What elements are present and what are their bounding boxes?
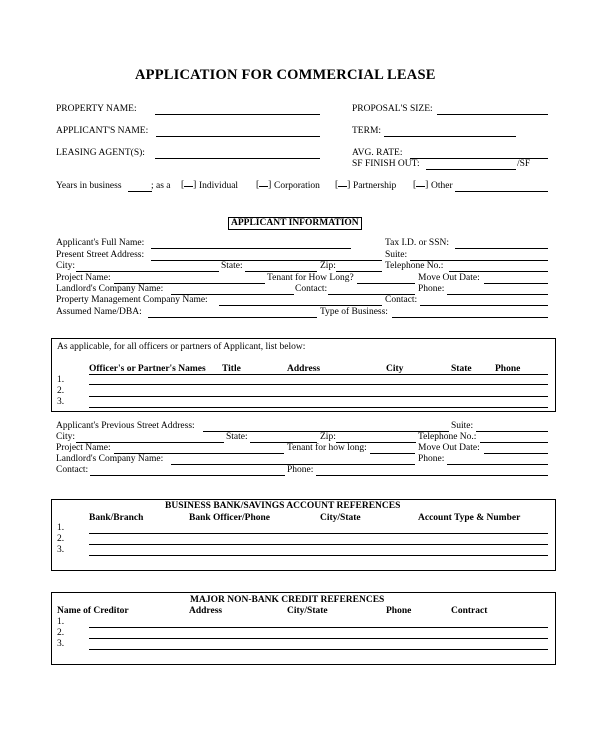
prev-phone-label: Phone: [418, 454, 445, 464]
as-a-label: ; as a [151, 181, 171, 191]
bank-row-1-field[interactable] [89, 533, 548, 534]
officers-row-1-field[interactable] [89, 384, 548, 385]
move-out-field[interactable] [484, 283, 548, 284]
contact2-field[interactable] [420, 305, 548, 306]
contact2-label: Contact: [385, 295, 418, 305]
leasing-agent-label: LEASING AGENT(S): [56, 148, 145, 158]
sf-finish-out-label: SF FINISH OUT: [352, 159, 420, 169]
individual-label: Individual [199, 181, 239, 191]
officers-row-3-field[interactable] [89, 407, 548, 408]
officers-col-phone: Phone [495, 364, 521, 374]
state-field[interactable] [245, 271, 317, 272]
avg-rate-label: AVG. RATE: [352, 148, 403, 158]
type-of-business-label: Type of Business: [320, 307, 388, 317]
credit-row-3-number: 3. [57, 639, 65, 649]
credit-row-1-number: 1. [57, 617, 65, 627]
credit-row-3-field[interactable] [89, 649, 548, 650]
bank-row-3-field[interactable] [89, 555, 548, 556]
sf-finish-out-field[interactable] [426, 169, 516, 170]
prev-contact-field[interactable] [90, 475, 285, 476]
other-field[interactable] [455, 191, 548, 192]
other-checkbox[interactable]: [ ] [413, 180, 429, 190]
individual-checkbox[interactable]: [ ] [181, 180, 197, 190]
type-of-business-field[interactable] [392, 317, 548, 318]
prev-contact-label: Contact: [56, 465, 89, 475]
term-label: TERM: [352, 126, 382, 136]
prev-suite-label: Suite: [451, 421, 474, 431]
prev-telephone-field[interactable] [480, 442, 548, 443]
bank-row-1-number: 1. [57, 523, 65, 533]
bank-col-officer: Bank Officer/Phone [189, 513, 271, 523]
prev-state-label: State: [226, 432, 248, 442]
prev-address-label: Applicant's Previous Street Address: [56, 421, 195, 431]
prev-tenant-how-long-label: Tenant for how long: [287, 443, 367, 453]
pm-company-field[interactable] [219, 305, 382, 306]
phone-label: Phone: [418, 284, 445, 294]
prev-phone2-field[interactable] [316, 475, 548, 476]
officers-col-address: Address [287, 364, 321, 374]
officers-intro: As applicable, for all officers or partners of Applicant, list below: [57, 342, 306, 352]
credit-col-contract: Contract [451, 606, 488, 616]
property-name-label: PROPERTY NAME: [56, 104, 137, 114]
tenant-how-long-field[interactable] [357, 283, 415, 284]
leasing-agent-field[interactable] [155, 158, 320, 159]
credit-col-citystate: City/State [287, 606, 328, 616]
credit-col-name: Name of Creditor [57, 606, 129, 616]
bank-col-branch: Bank/Branch [89, 513, 144, 523]
zip-field[interactable] [336, 271, 382, 272]
property-name-field[interactable] [155, 114, 320, 115]
officers-col-title: Title [222, 364, 241, 374]
officers-row-3-number: 3. [57, 397, 65, 407]
city-field[interactable] [76, 271, 219, 272]
project-name-label: Project Name: [56, 273, 111, 283]
officers-row-1-number: 1. [57, 375, 65, 385]
tax-id-label: Tax I.D. or SSN: [385, 238, 449, 248]
bank-col-citystate: City/State [320, 513, 361, 523]
officers-col-city: City [386, 364, 404, 374]
city-label: City: [56, 261, 76, 271]
bank-col-account: Account Type & Number [418, 513, 521, 523]
officers-row-2-number: 2. [57, 386, 65, 396]
bank-heading: BUSINESS BANK/SAVINGS ACCOUNT REFERENCES [165, 501, 401, 511]
telephone-label: Telephone No.: [385, 261, 444, 271]
years-in-business-label: Years in business [56, 181, 122, 191]
officers-col-state: State [451, 364, 472, 374]
credit-row-1-field[interactable] [89, 627, 548, 628]
partnership-checkbox[interactable]: [ ] [335, 180, 351, 190]
prev-landlord-company-label: Landlord's Company Name: [56, 454, 164, 464]
term-field[interactable] [384, 136, 516, 137]
contact-label: Contact: [295, 284, 328, 294]
prev-city-label: City: [56, 432, 76, 442]
years-in-business-field[interactable] [128, 191, 152, 192]
credit-row-2-field[interactable] [89, 638, 548, 639]
prev-tenant-how-long-field[interactable] [370, 453, 415, 454]
phone-field[interactable] [447, 294, 548, 295]
applicants-name-label: APPLICANT'S NAME: [56, 126, 149, 136]
present-address-label: Present Street Address: [56, 250, 145, 260]
landlord-company-label: Landlord's Company Name: [56, 284, 164, 294]
officers-row-2-field[interactable] [89, 396, 548, 397]
assumed-name-label: Assumed Name/DBA: [56, 307, 142, 317]
assumed-name-field[interactable] [148, 317, 317, 318]
tenant-how-long-label: Tenant for How Long? [267, 273, 354, 283]
credit-col-phone: Phone [386, 606, 412, 616]
prev-suite-field[interactable] [476, 431, 548, 432]
corporation-label: Corporation [274, 181, 320, 191]
prev-zip-label: Zip: [320, 432, 336, 442]
suite-label: Suite: [385, 250, 408, 260]
prev-phone-field[interactable] [447, 464, 548, 465]
applicant-info-heading: APPLICANT INFORMATION [228, 217, 362, 230]
prev-move-out-label: Move Out Date: [418, 443, 480, 453]
officers-col-name: Officer's or Partner's Names [89, 364, 206, 374]
proposals-size-label: PROPOSAL'S SIZE: [352, 104, 433, 114]
proposals-size-field[interactable] [437, 114, 548, 115]
credit-heading: MAJOR NON-BANK CREDIT REFERENCES [190, 595, 385, 605]
state-label: State: [221, 261, 243, 271]
tax-id-field[interactable] [455, 248, 548, 249]
credit-col-address: Address [189, 606, 223, 616]
corporation-checkbox[interactable]: [ ] [256, 180, 272, 190]
bank-row-2-number: 2. [57, 534, 65, 544]
bank-row-2-field[interactable] [89, 544, 548, 545]
full-name-field[interactable] [151, 248, 351, 249]
pm-company-label: Property Management Company Name: [56, 295, 208, 305]
telephone-field[interactable] [449, 271, 548, 272]
bank-row-3-number: 3. [57, 545, 65, 555]
prev-telephone-label: Telephone No.: [418, 432, 477, 442]
prev-phone2-label: Phone: [287, 465, 314, 475]
prev-move-out-field[interactable] [484, 453, 548, 454]
page-title: APPLICATION FOR COMMERCIAL LEASE [135, 67, 436, 83]
credit-row-2-number: 2. [57, 628, 65, 638]
applicants-name-field[interactable] [156, 136, 320, 137]
zip-label: Zip: [320, 261, 336, 271]
move-out-label: Move Out Date: [418, 273, 480, 283]
partnership-label: Partnership [353, 181, 397, 191]
sf-unit-label: /SF [517, 159, 531, 169]
prev-project-name-label: Project Name: [56, 443, 111, 453]
present-address-field[interactable] [151, 260, 382, 261]
full-name-label: Applicant's Full Name: [56, 238, 145, 248]
officers-header-line [89, 374, 548, 375]
other-label: Other [431, 181, 453, 191]
